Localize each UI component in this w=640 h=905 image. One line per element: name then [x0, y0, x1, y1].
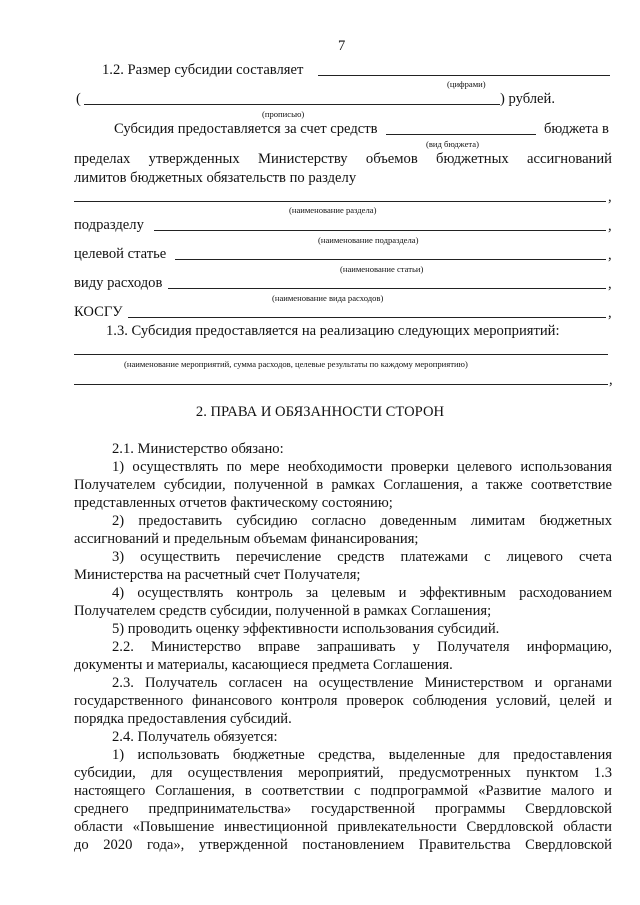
- events-field-2[interactable]: [74, 384, 608, 385]
- source-suffix: бюджета в: [544, 121, 609, 137]
- p2-2-line-1: 2.2. Министерство вправе запрашивать у Получателя информацию,: [112, 639, 612, 655]
- p1-line-2: Получателем субсидии, полученной в рамках Соглашения, а также соответствие: [74, 477, 612, 493]
- subsection-label: подразделу: [74, 217, 144, 233]
- article-field[interactable]: [175, 259, 606, 260]
- p24-1-line-6: до 2020 года», утвержденной постановлением Правительства Свердловской: [74, 837, 612, 853]
- kosgu-field[interactable]: [128, 317, 606, 318]
- page-number: 7: [338, 38, 346, 54]
- amount-words-field[interactable]: [84, 104, 500, 105]
- p3-line-2: Министерства на расчетный счет Получателя;: [74, 567, 361, 583]
- p24-1-line-5: области «Повышение инвестиционной привлекательности Свердловской области: [74, 819, 612, 835]
- p-2-1: 2.1. Министерство обязано:: [112, 441, 284, 457]
- limits-line-1: пределах утвержденных Министерству объемов бюджетных ассигнований: [74, 151, 612, 167]
- subsection-field[interactable]: [154, 230, 606, 231]
- caption-section: (наименование раздела): [289, 205, 377, 215]
- p4-line-2: Получателем средств субсидии, полученной в рамках Соглашения;: [74, 603, 492, 619]
- source-prefix: Субсидия предоставляется за счет средств: [114, 121, 378, 137]
- p2-2-line-2: документы и материалы, касающиеся предмета Соглашения.: [74, 657, 453, 673]
- item-1-3: 1.3. Субсидия предоставляется на реализацию следующих мероприятий:: [106, 323, 560, 339]
- article-label: целевой статье: [74, 246, 167, 262]
- comma: ,: [608, 247, 612, 263]
- p1-line-1: 1) осуществлять по мере необходимости проверки целевого использования: [112, 459, 612, 475]
- amount-digits-field[interactable]: [318, 75, 610, 76]
- p5-line-1: 5) проводить оценку эффективности использования субсидий.: [112, 621, 500, 637]
- caption-expense: (наименование вида расходов): [272, 293, 384, 303]
- rubles-label: ) рублей.: [500, 91, 555, 107]
- budget-type-field[interactable]: [386, 134, 536, 135]
- comma: ,: [609, 372, 613, 388]
- item-1-2-label: 1.2. Размер субсидии составляет: [102, 62, 304, 78]
- events-field-1[interactable]: [74, 354, 608, 355]
- expense-field[interactable]: [168, 288, 606, 289]
- p24-1-line-3: настоящего Соглашения, в соответствии с подпрограммой «Развитие малого и: [74, 783, 612, 799]
- kosgu-label: КОСГУ: [74, 304, 123, 320]
- comma: ,: [608, 276, 612, 292]
- p24-1-line-2: субсидии, для осуществления мероприятий, предусмотренных пунктом 1.3: [74, 765, 612, 781]
- section-name-field[interactable]: [74, 201, 606, 202]
- section-2-heading: 2. ПРАВА И ОБЯЗАННОСТИ СТОРОН: [195, 404, 445, 420]
- p2-3-line-1: 2.3. Получатель согласен на осуществление Министерством и органами: [112, 675, 612, 691]
- p1-line-3: представленных отчетов фактическому состоянию;: [74, 495, 393, 511]
- limits-line-2: лимитов бюджетных обязательств по разделу: [74, 170, 357, 186]
- open-paren: (: [76, 91, 81, 107]
- p24-1-line-1: 1) использовать бюджетные средства, выделенные для предоставления: [112, 747, 612, 763]
- caption-article: (наименование статьи): [340, 264, 424, 274]
- caption-budget-type: (вид бюджета): [426, 139, 479, 149]
- caption-words: (прописью): [262, 109, 305, 119]
- p3-line-1: 3) осуществить перечисление средств платежами с лицевого счета: [112, 549, 612, 565]
- comma: ,: [608, 189, 612, 205]
- p-2-4: 2.4. Получатель обязуется:: [112, 729, 278, 745]
- expense-label: виду расходов: [74, 275, 163, 291]
- p2-3-line-3: порядка предоставления субсидий.: [74, 711, 292, 727]
- comma: ,: [608, 305, 612, 321]
- caption-digits: (цифрами): [447, 79, 486, 89]
- p24-1-line-4: среднего предпринимательства» государственной программы Свердловской: [74, 801, 612, 817]
- p2-line-1: 2) предоставить субсидию согласно доведенным лимитам бюджетных: [112, 513, 612, 529]
- caption-subsection: (наименование подраздела): [318, 235, 419, 245]
- p2-3-line-2: государственного финансового контроля проверок соблюдения условий, целей и: [74, 693, 612, 709]
- p2-line-2: ассигнований и предельным объемам финансирования;: [74, 531, 419, 547]
- p4-line-1: 4) осуществлять контроль за целевым и эффективным расходованием: [112, 585, 612, 601]
- caption-events: (наименование мероприятий, сумма расходов, целевые результаты по каждому мероприятию): [124, 359, 468, 369]
- comma: ,: [608, 218, 612, 234]
